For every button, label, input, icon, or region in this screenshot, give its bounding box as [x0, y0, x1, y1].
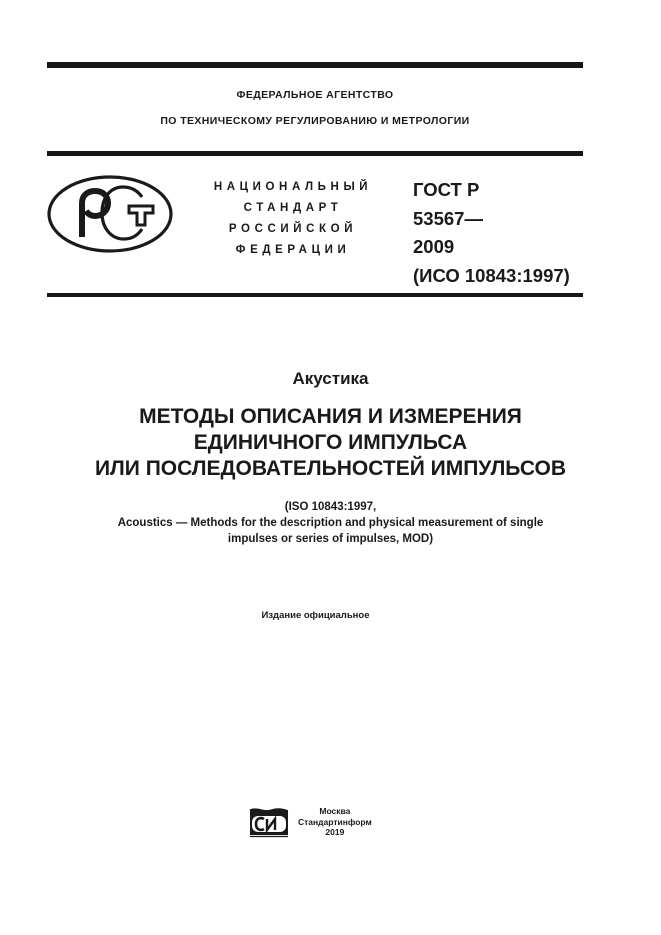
title-line: ЕДИНИЧНОГО ИМПУЛЬСА — [193, 431, 468, 454]
designation-line: 53567— — [413, 207, 483, 229]
publication-year: 2019 — [325, 827, 345, 838]
publisher-block — [248, 806, 372, 838]
iso-reference-line: (ISO 10843:1997, — [284, 501, 377, 513]
publisher-text — [298, 806, 372, 838]
national-standard-line: РОССИЙСКОЙ — [228, 223, 358, 235]
edition-label: Издание официальное — [261, 610, 370, 621]
document-subject: Акустика — [292, 369, 369, 388]
rst-logo-icon — [46, 173, 174, 255]
title-line: МЕТОДЫ ОПИСАНИЯ И ИЗМЕРЕНИЯ — [139, 405, 522, 428]
middle-rule — [47, 151, 583, 156]
standard-designation — [413, 176, 570, 290]
national-standard-line: СТАНДАРТ — [243, 202, 343, 214]
national-standard-line: ФЕДЕРАЦИИ — [235, 244, 351, 256]
document-title — [0, 404, 661, 482]
title-line: ИЛИ ПОСЛЕДОВАТЕЛЬНОСТЕЙ ИМПУЛЬСОВ — [94, 457, 567, 480]
agency-name-line-1: ФЕДЕРАЛЬНОЕ АГЕНТСТВО — [236, 89, 394, 101]
national-standard-line: НАЦИОНАЛЬНЫЙ — [213, 181, 373, 193]
iso-reference — [0, 499, 661, 547]
designation-line: (ИСО 10843:1997) — [413, 264, 570, 286]
publisher-city: Москва — [319, 806, 351, 817]
national-standard-label — [200, 177, 386, 261]
top-rule — [47, 62, 583, 68]
standartinform-logo-icon — [248, 806, 290, 838]
designation-line: 2009 — [413, 236, 455, 257]
publisher-name: Стандартинформ — [298, 816, 372, 827]
agency-name-line-2: ПО ТЕХНИЧЕСКОМУ РЕГУЛИРОВАНИЮ И МЕТРОЛОГИИ — [160, 115, 470, 127]
designation-line: ГОСТ Р — [413, 179, 480, 200]
iso-reference-line: impulses or series of impulses, MOD) — [227, 533, 434, 545]
iso-reference-line: Acoustics — Methods for the description and physical measurement of single — [117, 517, 544, 529]
bottom-rule — [47, 293, 583, 297]
